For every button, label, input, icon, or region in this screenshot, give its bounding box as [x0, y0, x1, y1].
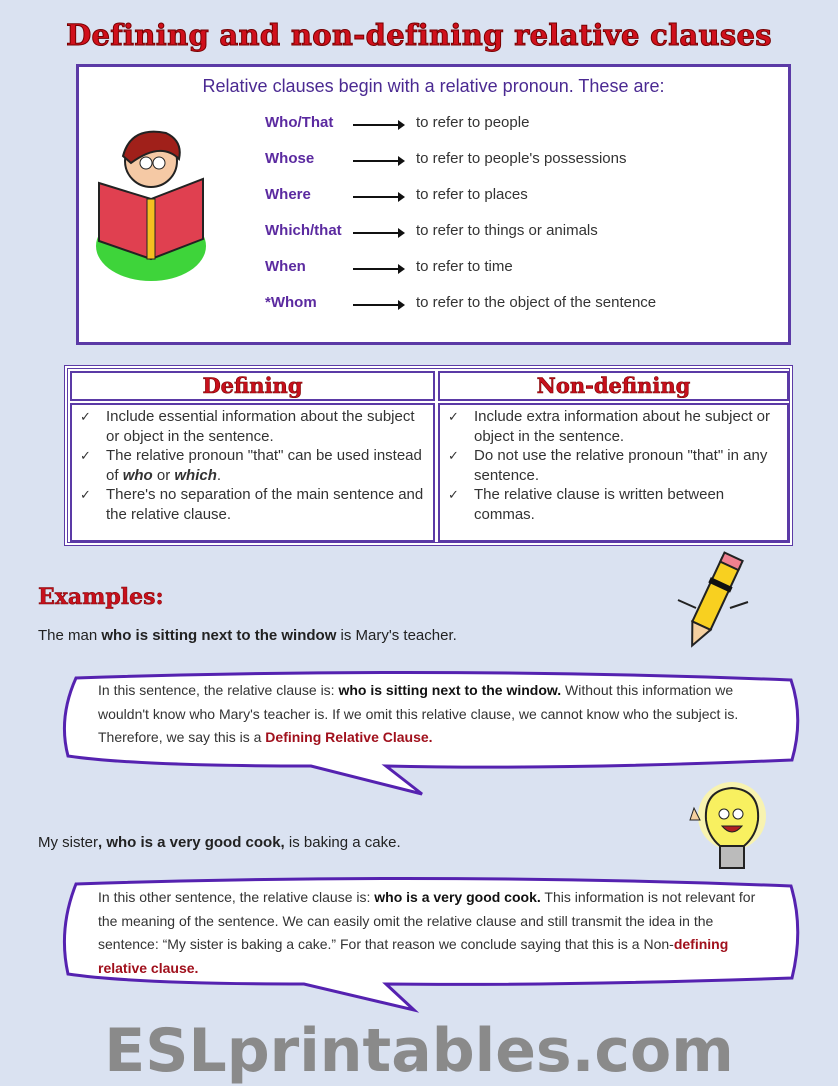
sentence-post: is Mary's teacher. — [336, 627, 457, 644]
exp-conclusion: defining relative clause. — [98, 936, 729, 976]
defining-header: Defining — [70, 371, 435, 401]
exp-pre: In this sentence, the relative clause is: — [98, 682, 339, 698]
pronoun-meaning: to refer to people's possessions — [416, 150, 627, 167]
arrow-icon — [353, 232, 399, 234]
pronoun-label: *Whom — [265, 294, 317, 311]
non-defining-header: Non-defining — [438, 371, 789, 401]
pronoun-label: Who/That — [265, 114, 334, 131]
defining-cell — [70, 403, 435, 542]
defining-item — [78, 446, 429, 485]
pronoun-meaning: to refer to time — [416, 258, 513, 275]
pencil-icon — [670, 550, 754, 656]
exp-pre: In this other sentence, the relative clause is: — [98, 889, 375, 905]
arrow-icon — [353, 196, 399, 198]
non-defining-item: ✓ Do not use the relative pronoun "that" in any sentence. — [446, 446, 783, 485]
pronoun-box-heading: Relative clauses begin with a relative pronoun. These are: — [202, 76, 665, 96]
pronoun-box — [76, 64, 791, 345]
sentence-post: is baking a cake. — [284, 834, 401, 851]
sentence-clause: , who is a very good cook, — [98, 834, 285, 851]
arrow-icon — [353, 268, 399, 270]
pronoun-meaning: to refer to the object of the sentence — [416, 294, 657, 311]
page-title: Defining and non-defining relative clauses — [66, 18, 772, 52]
exp-mid: Without this information we wouldn't know who Mary's teacher is. If we omit this relative clause, we cannot know who the subject is. Therefore, we say this is a — [98, 682, 739, 745]
non-defining-item: ✓ The relative clause is written between commas. — [446, 485, 783, 524]
comparison-table — [64, 365, 793, 546]
defining-item: ✓ Include essential information about the subject or object in the sentence. — [78, 407, 429, 446]
pronoun-label: Whose — [265, 150, 315, 167]
pronoun-meaning: to refer to places — [416, 186, 528, 203]
item-or: or — [152, 466, 175, 484]
exp-clause: who is sitting next to the window. — [338, 682, 562, 698]
exp-conclusion: Defining Relative Clause. — [265, 729, 433, 745]
item-text: The relative pronoun "that" can be used instead of — [106, 447, 422, 484]
watermark: ESLprintables.com — [104, 1016, 734, 1086]
examples-heading: Examples: — [38, 584, 164, 610]
arrow-icon — [353, 124, 399, 126]
explanation-1 — [98, 679, 768, 750]
sentence-clause: who is sitting next to the window — [101, 627, 337, 644]
pronoun-meaning: to refer to things or animals — [416, 222, 598, 239]
item-which: which — [174, 466, 217, 484]
sentence-pre: The man — [38, 627, 102, 644]
pronoun-label: Where — [265, 186, 311, 203]
example-sentence-1 — [38, 627, 457, 644]
exp-clause: who is a very good cook. — [374, 889, 541, 905]
non-defining-cell — [438, 403, 789, 542]
arrow-icon — [353, 160, 399, 162]
lightbulb-icon — [684, 780, 768, 878]
pronoun-meaning: to refer to people — [416, 114, 530, 131]
defining-item: ✓ There's no separation of the main sentence and the relative clause. — [78, 485, 429, 524]
exp-mid: This information is not relevant for the meaning of the sentence. We can easily omit the relative clause and still transmit the idea in the sentence: “My sister is baking a cake.” For that reason we conclude saying that this is a Non- — [98, 889, 756, 952]
pronoun-label: Which/that — [265, 222, 342, 239]
non-defining-item: ✓ Include extra information about he subject or object in the sentence. — [446, 407, 783, 446]
pronoun-label: When — [265, 258, 306, 275]
item-end: . — [216, 466, 222, 484]
sentence-pre: My sister — [38, 834, 98, 851]
reading-boy-icon — [91, 121, 219, 283]
item-who: who — [122, 466, 153, 484]
arrow-icon — [353, 304, 399, 306]
explanation-2 — [98, 886, 768, 980]
example-sentence-2 — [38, 834, 401, 851]
